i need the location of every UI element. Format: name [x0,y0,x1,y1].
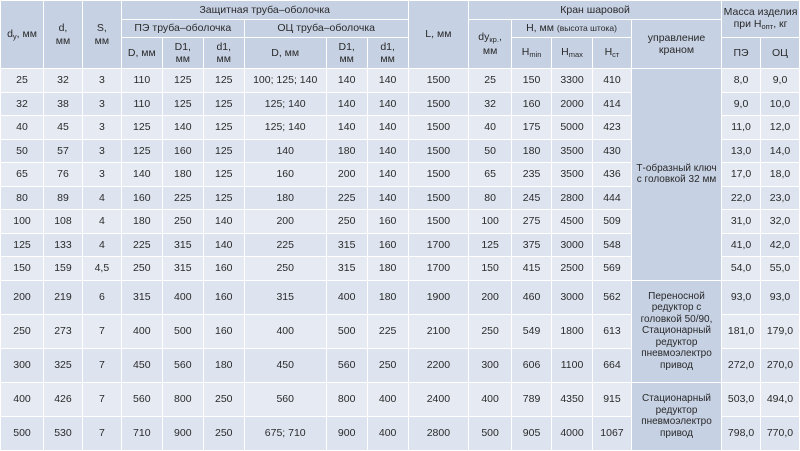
cell-hmax: 2000 [552,92,593,116]
cell-oc-d: 315 [244,280,326,314]
cell-oc-d: 675; 710 [244,416,326,450]
cell-d: 108 [44,210,83,234]
cell-d: 530 [44,416,83,450]
col-s: S, мм [82,1,121,69]
cell-pe-d1: 160 [203,280,244,314]
cell-dykr: 65 [469,163,512,187]
cell-oc-d1: 140 [367,186,408,210]
table-header [1,1,800,69]
h-heading: Н, мм (высота штока) [512,20,632,38]
cell-dykr: 300 [469,348,512,382]
cell-dykr: 200 [469,280,512,314]
col-hst: $H_{ст}$ [593,38,632,69]
cell-l: 1500 [408,92,468,116]
table-row [1,382,800,416]
cell-d: 89 [44,186,83,210]
cell-l: 2800 [408,416,468,450]
cell-hmin: 375 [512,233,552,257]
cell-s: 6 [82,280,121,314]
cell-dykr: 125 [469,233,512,257]
cell-m-oc: 770,0 [760,416,799,450]
cell-oc-d: 180 [244,186,326,210]
cell-d: 45 [44,116,83,140]
cell-dykr: 32 [469,92,512,116]
cell-d: 325 [44,348,83,382]
cell-hst: 414 [593,92,632,116]
cell-hmax: 3000 [552,233,593,257]
cell-hmax: 2800 [552,186,593,210]
cell-l: 1900 [408,280,468,314]
cell-hmin: 150 [512,69,552,93]
cell-d: 219 [44,280,83,314]
cell-d: 76 [44,163,83,187]
cell-m-oc: 270,0 [760,348,799,382]
table-row [1,280,800,314]
cell-oc-d1: 250 [367,348,408,382]
cell-hmin: 905 [512,416,552,450]
cell-oc-d: 125; 140 [244,116,326,140]
cell-pe-d: 710 [121,416,162,450]
cell-dykr: 100 [469,210,512,234]
cell-hmin: 245 [512,186,552,210]
cell-hst: 664 [593,348,632,382]
cell-hst: 436 [593,163,632,187]
cell-oc-d1: 400 [367,416,408,450]
cell-oc-d1: 900 [326,416,367,450]
cell-pe-d1: 800 [162,382,203,416]
cell-oc-d: 560 [244,382,326,416]
cell-pe-d1: 560 [162,348,203,382]
col-d: d, мм [44,1,83,69]
cell-oc-d1: 140 [367,163,408,187]
cell-s: 4 [82,210,121,234]
cell-pe-d1: 160 [162,139,203,163]
control-method-cell: Т-образный ключ с головкой 32 мм [631,69,721,281]
cell-s: 7 [82,348,121,382]
cell-dy: 200 [1,280,44,314]
cell-dy: 50 [1,139,44,163]
cell-hst: 562 [593,280,632,314]
cell-hst: 509 [593,210,632,234]
cell-m-pe: 93,0 [722,280,761,314]
cell-oc-d1: 140 [326,116,367,140]
cell-l: 1500 [408,139,468,163]
cell-pe-d1: 140 [162,116,203,140]
cell-s: 4,5 [82,257,121,281]
cell-dykr: 80 [469,186,512,210]
cell-m-pe: 8,0 [722,69,761,93]
cell-l: 1500 [408,210,468,234]
cell-d: 38 [44,92,83,116]
cell-s: 3 [82,139,121,163]
cell-s: 7 [82,416,121,450]
cell-hst: 915 [593,382,632,416]
cell-oc-d1: 225 [367,314,408,348]
cell-oc-d1: 400 [367,382,408,416]
cell-hmax: 2500 [552,257,593,281]
cell-dykr: 400 [469,382,512,416]
cell-hmin: 415 [512,257,552,281]
cell-m-oc: 55,0 [760,257,799,281]
table-body [1,69,800,451]
cell-oc-d: 125; 140 [244,92,326,116]
cell-m-pe: 17,0 [722,163,761,187]
cell-hmin: 789 [512,382,552,416]
cell-oc-d1: 140 [326,92,367,116]
cell-pe-d1: 900 [162,416,203,450]
cell-m-pe: 54,0 [722,257,761,281]
cell-hst: 548 [593,233,632,257]
cell-m-pe: 181,0 [722,314,761,348]
cell-pe-d1: 125 [162,92,203,116]
cell-m-oc: 12,0 [760,116,799,140]
cell-oc-d1: 560 [326,348,367,382]
cell-m-pe: 503,0 [722,382,761,416]
cell-l: 2100 [408,314,468,348]
protective-pipe-heading: Защитная труба–оболочка [121,1,408,20]
cell-hmax: 4000 [552,416,593,450]
cell-pe-d: 400 [121,314,162,348]
cell-oc-d: 160 [244,163,326,187]
cell-hmin: 175 [512,116,552,140]
cell-pe-d1: 500 [162,314,203,348]
cell-dykr: 150 [469,257,512,281]
cell-hst: 444 [593,186,632,210]
cell-hst: 1067 [593,416,632,450]
col-mass-oc: ОЦ [760,38,799,69]
cell-d: 32 [44,69,83,93]
cell-oc-d1: 225 [326,186,367,210]
cell-hmax: 1100 [552,348,593,382]
cell-m-pe: 22,0 [722,186,761,210]
cell-m-oc: 32,0 [760,210,799,234]
cell-d: 57 [44,139,83,163]
cell-s: 3 [82,116,121,140]
cell-l: 1500 [408,116,468,140]
cell-l: 1500 [408,163,468,187]
cell-pe-d: 125 [121,116,162,140]
cell-oc-d1: 180 [367,257,408,281]
cell-hmin: 460 [512,280,552,314]
cell-hst: 613 [593,314,632,348]
cell-hmax: 3500 [552,163,593,187]
cell-pe-d1: 400 [162,280,203,314]
cell-s: 3 [82,69,121,93]
cell-oc-d1: 140 [326,69,367,93]
cell-oc-d1: 140 [367,116,408,140]
cell-pe-d: 560 [121,382,162,416]
control-method-cell: Стационарный редуктор пневмоэлектро привод [631,382,721,450]
cell-m-pe: 11,0 [722,116,761,140]
cell-s: 3 [82,92,121,116]
cell-dy: 500 [1,416,44,450]
cell-m-oc: 18,0 [760,163,799,187]
cell-oc-d1: 800 [326,382,367,416]
cell-pe-d: 450 [121,348,162,382]
cell-pe-d1: 250 [203,382,244,416]
cell-pe-d: 125 [121,139,162,163]
cell-pe-d: 180 [121,210,162,234]
cell-pe-d: 250 [121,257,162,281]
cell-m-oc: 179,0 [760,314,799,348]
cell-dy: 125 [1,233,44,257]
col-oc-d1s: d1, мм [367,38,408,69]
cell-pe-d1: 125 [203,139,244,163]
cell-hmin: 275 [512,210,552,234]
cell-pe-d1: 315 [162,233,203,257]
mass-heading: Масса изделия при $H_{опт}$, кг [722,1,800,38]
pe-pipe-heading: ПЭ труба–оболочка [121,20,244,38]
cell-l: 1500 [408,186,468,210]
cell-m-oc: 42,0 [760,233,799,257]
cell-pe-d1: 125 [203,163,244,187]
cell-pe-d1: 225 [162,186,203,210]
cell-oc-d1: 140 [367,92,408,116]
cell-s: 4 [82,186,121,210]
cell-m-oc: 93,0 [760,280,799,314]
cell-oc-d: 200 [244,210,326,234]
cell-m-pe: 272,0 [722,348,761,382]
cell-hmax: 3000 [552,280,593,314]
col-dy: $d_у$, мм [1,1,44,69]
cell-dykr: 500 [469,416,512,450]
cell-pe-d: 110 [121,69,162,93]
cell-pe-d1: 250 [203,416,244,450]
cell-oc-d: 140 [244,139,326,163]
col-control: управление краном [631,20,721,69]
cell-dy: 40 [1,116,44,140]
cell-s: 4 [82,233,121,257]
control-method-cell: Переносной редуктор с головкой 50/90, Стационарный редуктор пневмоэлектро привод [631,280,721,382]
cell-pe-d: 160 [121,186,162,210]
col-dykr: $dy_{кр.}$, мм [469,20,512,69]
cell-pe-d1: 125 [203,186,244,210]
cell-oc-d: 250 [244,257,326,281]
cell-dykr: 50 [469,139,512,163]
cell-m-pe: 13,0 [722,139,761,163]
cell-dy: 250 [1,314,44,348]
cell-l: 2200 [408,348,468,382]
col-oc-d1: D1, мм [326,38,367,69]
cell-oc-d1: 140 [367,69,408,93]
cell-dykr: 250 [469,314,512,348]
cell-oc-d1: 315 [326,233,367,257]
cell-oc-d1: 160 [367,210,408,234]
cell-hmin: 606 [512,348,552,382]
cell-dy: 80 [1,186,44,210]
cell-pe-d1: 140 [203,233,244,257]
cell-oc-d1: 400 [326,280,367,314]
cell-pe-d1: 125 [203,116,244,140]
cell-hmin: 160 [512,92,552,116]
cell-dy: 25 [1,69,44,93]
table-row [1,69,800,93]
col-pe-d: D, мм [121,38,162,69]
cell-pe-d1: 180 [162,163,203,187]
cell-hmin: 549 [512,314,552,348]
cell-d: 426 [44,382,83,416]
cell-m-oc: 10,0 [760,92,799,116]
cell-m-pe: 9,0 [722,92,761,116]
cell-dy: 32 [1,92,44,116]
cell-m-pe: 798,0 [722,416,761,450]
cell-oc-d1: 250 [326,210,367,234]
cell-m-oc: 9,0 [760,69,799,93]
cell-hst: 410 [593,69,632,93]
cell-dy: 100 [1,210,44,234]
cell-hst: 430 [593,139,632,163]
cell-oc-d: 400 [244,314,326,348]
cell-pe-d1: 125 [203,69,244,93]
cell-oc-d1: 180 [367,280,408,314]
cell-hmax: 1800 [552,314,593,348]
cell-hst: 423 [593,116,632,140]
cell-pe-d1: 125 [162,69,203,93]
cell-pe-d1: 250 [162,210,203,234]
cell-pe-d: 225 [121,233,162,257]
cell-pe-d: 140 [121,163,162,187]
col-oc-d: D, мм [244,38,326,69]
cell-dy: 65 [1,163,44,187]
cell-oc-d1: 140 [367,139,408,163]
cell-d: 159 [44,257,83,281]
cell-hmin: 180 [512,139,552,163]
col-pe-d1: D1, мм [162,38,203,69]
ball-valve-heading: Кран шаровой [469,1,722,20]
cell-dykr: 40 [469,116,512,140]
cell-pe-d: 315 [121,280,162,314]
cell-hmax: 3500 [552,139,593,163]
cell-oc-d1: 180 [326,139,367,163]
cell-hmax: 3300 [552,69,593,93]
col-mass-pe: ПЭ [722,38,761,69]
cell-hmax: 4350 [552,382,593,416]
cell-hst: 569 [593,257,632,281]
cell-oc-d: 100; 125; 140 [244,69,326,93]
cell-dy: 150 [1,257,44,281]
cell-d: 273 [44,314,83,348]
cell-pe-d1: 125 [203,92,244,116]
cell-oc-d: 450 [244,348,326,382]
cell-m-oc: 14,0 [760,139,799,163]
cell-oc-d1: 315 [326,257,367,281]
cell-l: 1500 [408,69,468,93]
cell-m-oc: 23,0 [760,186,799,210]
cell-pe-d: 110 [121,92,162,116]
cell-m-pe: 31,0 [722,210,761,234]
cell-oc-d1: 160 [367,233,408,257]
oc-pipe-heading: ОЦ труба–оболочка [244,20,408,38]
cell-dy: 300 [1,348,44,382]
cell-hmax: 5000 [552,116,593,140]
cell-l: 1700 [408,233,468,257]
cell-s: 3 [82,163,121,187]
cell-d: 133 [44,233,83,257]
cell-oc-d1: 500 [326,314,367,348]
cell-pe-d1: 160 [203,257,244,281]
cell-s: 7 [82,314,121,348]
cell-hmin: 235 [512,163,552,187]
cell-m-pe: 41,0 [722,233,761,257]
cell-pe-d1: 315 [162,257,203,281]
cell-oc-d1: 200 [326,163,367,187]
cell-l: 1700 [408,257,468,281]
cell-dy: 400 [1,382,44,416]
cell-l: 2400 [408,382,468,416]
cell-pe-d1: 140 [203,210,244,234]
col-l: L, мм [408,1,468,69]
cell-pe-d1: 180 [203,348,244,382]
col-pe-d1s: d1, мм [203,38,244,69]
col-hmin: $H_{min}$ [512,38,552,69]
col-hmax: $H_{max}$ [552,38,593,69]
cell-pe-d1: 160 [203,314,244,348]
cell-dykr: 25 [469,69,512,93]
cell-oc-d: 225 [244,233,326,257]
cell-m-oc: 494,0 [760,382,799,416]
cell-s: 7 [82,382,121,416]
cell-hmax: 4500 [552,210,593,234]
